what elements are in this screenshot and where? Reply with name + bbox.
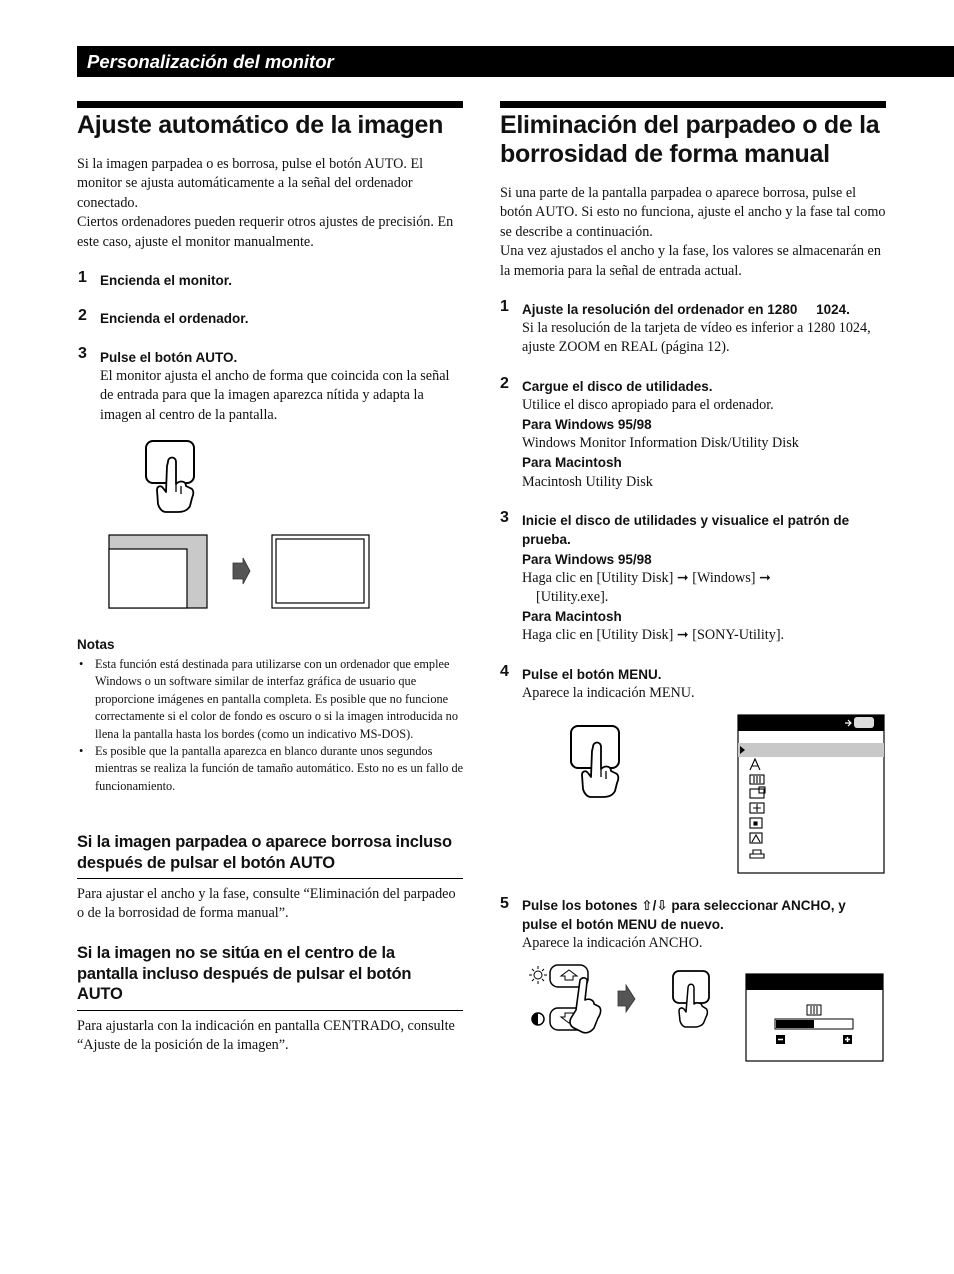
osd-menu-screen xyxy=(737,714,885,874)
platform-label: Para Macintosh xyxy=(522,455,622,470)
right-intro xyxy=(500,184,886,281)
step-number: 3 xyxy=(500,509,509,526)
step-number: 1 xyxy=(500,298,509,315)
platform-text: Windows Monitor Information Disk/Utility Disk xyxy=(522,435,799,451)
step-title: Ajuste la resolución del ordenador en 1280 1024. xyxy=(522,302,850,317)
step-title: Pulse el botón AUTO. xyxy=(100,350,238,365)
platform-label: Para Windows 95/98 xyxy=(522,417,652,432)
platform-label: Para Windows 95/98 xyxy=(522,552,652,567)
note-item: • Esta función está destinada para utilizarse con un ordenador que emplee Windows o un software similar de interfaz gráfica de usuario que proporcione imágenes en pantalla completa. Es posible que no funcione correctamente si el color de fondo es oscuro o si la imagen introducida no llena la pantalla hasta los bordes (como un indicativo MS-DOS). xyxy=(77,656,467,743)
platform-text: Haga clic en [Utility Disk] ➞ [Windows] ➞ xyxy=(522,570,771,586)
subsection-rule xyxy=(77,1010,463,1011)
platform-text: Haga clic en [Utility Disk] ➞ [SONY-Utility]. xyxy=(522,627,785,643)
hand-press-button-icon xyxy=(140,436,202,516)
step-title: Encienda el ordenador. xyxy=(100,311,249,326)
subsection-title: Si la imagen no se sitúa en el centro de la pantalla incluso después de pulsar el botón AUTO xyxy=(77,944,412,1003)
up-down-buttons-diagram xyxy=(528,962,718,1037)
section-rule xyxy=(77,101,463,108)
left-intro-paragraph: Si la imagen parpadea o es borrosa, pulse el botón AUTO. El monitor se ajusta automáticamente a la señal del ordenador conectado. xyxy=(77,156,424,211)
step-number: 5 xyxy=(500,895,509,912)
step-number: 2 xyxy=(78,307,87,324)
step-number: 4 xyxy=(500,663,509,680)
step-number: 3 xyxy=(78,345,87,362)
note-item: • Es posible que la pantalla aparezca en blanco durante unos segundos mientras se realiza la función de tamaño automático. Esto no es un fallo de funcionamiento. xyxy=(77,743,467,795)
step-text: Utilice el disco apropiado para el ordenador. xyxy=(522,397,774,413)
platform-text: [Utility.exe]. xyxy=(536,589,609,605)
header-title: Personalización del monitor xyxy=(87,51,334,72)
subsection-text: Para ajustarla con la indicación en pantalla CENTRADO, consulte “Ajuste de la posición de la imagen”. xyxy=(77,1018,455,1054)
step-title: Pulse los botones ⇧/⇩ para seleccionar ANCHO, y xyxy=(522,898,846,913)
step-text: Aparece la indicación MENU. xyxy=(522,685,695,701)
header-bar xyxy=(77,46,954,77)
step-title: Pulse el botón MENU. xyxy=(522,667,662,682)
left-intro xyxy=(77,155,465,252)
step-text: Aparece la indicación ANCHO. xyxy=(522,935,703,951)
step-title: Cargue el disco de utilidades. xyxy=(522,379,713,394)
step-title: pulse el botón MENU de nuevo. xyxy=(522,917,724,932)
section-rule xyxy=(500,101,886,108)
osd-width-screen xyxy=(745,973,885,1063)
notes-list xyxy=(77,656,467,795)
step-number: 1 xyxy=(78,269,87,286)
hand-press-menu-button-icon xyxy=(565,721,627,801)
right-intro-paragraph: Una vez ajustados el ancho y la fase, los valores se almacenarán en la memoria para la señal de entrada actual. xyxy=(500,243,881,279)
platform-text: Macintosh Utility Disk xyxy=(522,474,653,490)
left-section-title: Ajuste automático de la imagen xyxy=(77,111,444,139)
brightness-icon xyxy=(529,966,547,984)
left-intro-paragraph: Ciertos ordenadores pueden requerir otros ajustes de precisión. En este caso, ajuste el monitor manualmente. xyxy=(77,214,454,250)
subsection-title: Si la imagen parpadea o aparece borrosa incluso después de pulsar el botón AUTO xyxy=(77,833,452,872)
step-title: Encienda el monitor. xyxy=(100,273,233,288)
right-intro-paragraph: Si una parte de la pantalla parpadea o aparece borrosa, pulse el botón AUTO. Si esto no funciona, ajuste el ancho y la fase tal como se describe a continuación. xyxy=(500,185,886,240)
step-title: Inicie el disco de utilidades y visualice el patrón de prueba. xyxy=(522,513,850,548)
subsection-rule xyxy=(77,878,463,879)
platform-label: Para Macintosh xyxy=(522,609,622,624)
subsection-text: Para ajustar el ancho y la fase, consulte “Eliminación del parpadeo o de la borrosidad de forma manual”. xyxy=(77,886,456,922)
step-text: El monitor ajusta el ancho de forma que coincida con la señal de entrada para que la imagen aparezca nítida y adapta la imagen al centro de la pantalla. xyxy=(100,368,450,423)
width-level-fill xyxy=(776,1020,814,1028)
contrast-icon xyxy=(532,1013,544,1025)
auto-adjust-before-after-diagram xyxy=(108,534,372,612)
step-text: Si la resolución de la tarjeta de vídeo es inferior a 1280 1024, ajuste ZOOM en REAL (página 12). xyxy=(522,320,871,356)
notes-title: Notas xyxy=(77,637,115,652)
step-number: 2 xyxy=(500,375,509,392)
right-section-title: Eliminación del parpadeo o de la borrosidad de forma manual xyxy=(500,111,880,168)
